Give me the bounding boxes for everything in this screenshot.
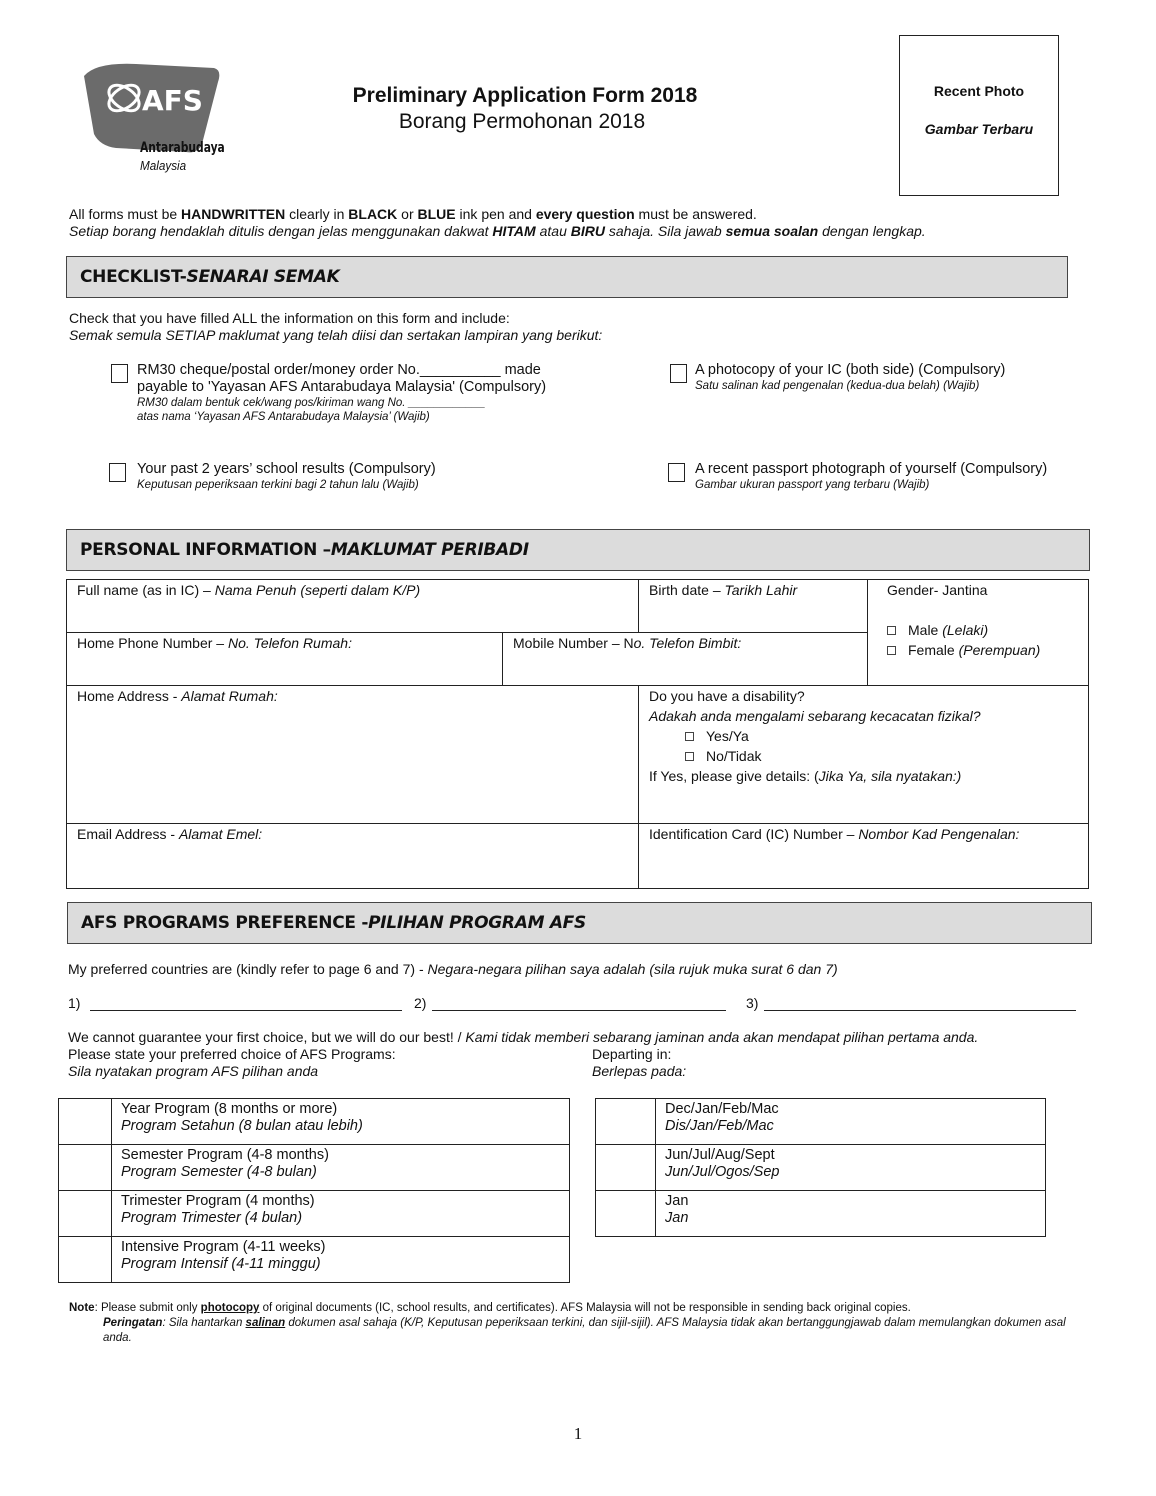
email-field[interactable]: Email Address - Alamat Emel: bbox=[67, 824, 639, 889]
home-address-field[interactable]: Home Address - Alamat Rumah: bbox=[67, 686, 639, 824]
choice-3-input[interactable] bbox=[764, 1010, 1076, 1011]
program-row-intensive[interactable]: Intensive Program (4-11 weeks) Program Intensif (4-11 minggu) bbox=[58, 1236, 570, 1283]
personal-info-table bbox=[66, 579, 1089, 889]
disability-no-checkbox[interactable] bbox=[685, 752, 694, 761]
svg-text:AFS: AFS bbox=[142, 84, 203, 117]
form-title-ms: Borang Permohonan 2018 bbox=[398, 110, 646, 133]
program-row-semester[interactable]: Semester Program (4-8 months) Program Semester (4-8 bulan) bbox=[58, 1144, 570, 1190]
checkbox-passport-photo[interactable] bbox=[668, 463, 685, 482]
programs-heading: AFS PROGRAMS PREFERENCE - PILIHAN PROGRAM AFS bbox=[67, 902, 1092, 944]
checkbox-ic-copy[interactable] bbox=[670, 364, 687, 383]
ic-number-field[interactable]: Identification Card (IC) Number – Nombor Kad Pengenalan: bbox=[649, 826, 1020, 842]
gender-field bbox=[868, 580, 1089, 686]
program-trimester-checkbox[interactable] bbox=[59, 1191, 112, 1236]
depart-row-jan[interactable]: Jan Jan bbox=[595, 1190, 1046, 1237]
instructions-ms: Setiap borang hendaklah ditulis dengan jelas menggunakan dakwat HITAM atau BIRU sahaja. Sila jawab semua soalan dengan lengkap. bbox=[69, 223, 926, 239]
instructions bbox=[69, 206, 926, 240]
depart-jan-checkbox[interactable] bbox=[596, 1191, 656, 1236]
program-year-checkbox[interactable] bbox=[59, 1099, 112, 1144]
choice-2-label: 2) bbox=[414, 995, 427, 1011]
program-intensive-checkbox[interactable] bbox=[59, 1237, 112, 1282]
home-phone-field[interactable]: Home Phone Number – No. Telefon Rumah: bbox=[67, 633, 503, 686]
birth-date-field[interactable]: Birth date – Tarikh Lahir bbox=[639, 580, 868, 633]
personal-info-heading: PERSONAL INFORMATION – MAKLUMAT PERIBADI bbox=[66, 529, 1090, 571]
program-semester-checkbox[interactable] bbox=[59, 1145, 112, 1190]
checkbox-school-results[interactable] bbox=[109, 463, 126, 482]
gender-male-option[interactable]: Male (Lelaki) bbox=[887, 620, 1079, 640]
instructions-en: All forms must be HANDWRITTEN clearly in BLACK or BLUE ink pen and every question must be answered. bbox=[69, 206, 757, 222]
form-title: Preliminary Application Form 2018 bbox=[352, 84, 698, 107]
disability-no-option[interactable]: No/Tidak bbox=[649, 746, 1079, 766]
checklist-intro: Check that you have filled ALL the information on this form and include: Semak semula SETIAP maklumat yang telah diisi dan sertakan lampiran yang berikut: bbox=[69, 310, 603, 343]
depart-dec-checkbox[interactable] bbox=[596, 1099, 656, 1144]
logo-subtitle: Antarabudaya bbox=[140, 140, 225, 156]
footer-note: Note: Please submit only photocopy of original documents (IC, school results, and certificates). AFS Malaysia will not be responsible in sending back original copies. Peringatan: Sila hantarkan salinan dokumen asal sahaja (K/P, Keputusan peperiksaan terkini, dan sijil-sijil). AFS Malaysia tidak akan bertanggungjawab dalam memulangkan dokumen asal anda. bbox=[69, 1302, 1066, 1344]
depart-row-jun[interactable]: Jun/Jul/Aug/Sept Jun/Jul/Ogos/Sep bbox=[595, 1144, 1046, 1190]
departing-label: Departing in: Berlepas pada: bbox=[592, 1046, 687, 1079]
checklist-heading: CHECKLIST- SENARAI SEMAK bbox=[66, 256, 1068, 298]
depart-jun-checkbox[interactable] bbox=[596, 1145, 656, 1190]
mobile-number-field[interactable]: Mobile Number – No. Telefon Bimbit: bbox=[503, 633, 868, 686]
photo-label: Recent Photo bbox=[933, 83, 1025, 99]
male-checkbox[interactable] bbox=[887, 626, 896, 635]
choice-2-input[interactable] bbox=[432, 1010, 726, 1011]
photo-label-ms: Gambar Terbaru bbox=[924, 121, 1034, 137]
depart-row-dec[interactable]: Dec/Jan/Feb/Mac Dis/Jan/Feb/Mac bbox=[595, 1098, 1046, 1144]
photo-box bbox=[899, 35, 1059, 196]
full-name-field[interactable]: Full name (as in IC) – Nama Penuh (seperti dalam K/P) bbox=[67, 580, 639, 633]
preferred-countries-label: My preferred countries are (kindly refer to page 6 and 7) - Negara-negara pilihan saya adalah (sila rujuk muka surat 6 dan 7) bbox=[68, 961, 838, 977]
disability-field: Do you have a disability? Adakah anda mengalami sebarang kecacatan fizikal? Yes/Ya No/Tidak If Yes, please give details: (Jika Ya, sila nyatakan:) bbox=[639, 686, 1089, 824]
checklist-item-payment: RM30 cheque/postal order/money order No.__________ made payable to 'Yayasan AFS Antarabudaya Malaysia' (Compulsory) RM30 dalam bentuk cek/wang pos/kiriman wang No. ____________ atas nama ‘Yayasan AFS Antarabudaya Malaysia’ (Wajib) bbox=[137, 362, 547, 423]
choice-1-input[interactable] bbox=[90, 1010, 402, 1011]
gender-label: Gender- Jantina bbox=[887, 582, 988, 598]
female-checkbox[interactable] bbox=[887, 646, 896, 655]
program-row-trimester[interactable]: Trimester Program (4 months) Program Trimester (4 bulan) bbox=[58, 1190, 570, 1236]
checklist-item-ic-copy: A photocopy of your IC (both side) (Compulsory) Satu salinan kad pengenalan (kedua-dua belah) (Wajib) bbox=[695, 362, 1006, 392]
checklist-item-school-results: Your past 2 years’ school results (Compulsory) Keputusan peperiksaan terkini bagi 2 tahun lalu (Wajib) bbox=[137, 461, 436, 491]
choice-1-label: 1) bbox=[68, 995, 81, 1011]
disability-yes-checkbox[interactable] bbox=[685, 732, 694, 741]
guarantee-note: We cannot guarantee your first choice, but we will do our best! / Kami tidak memberi sebarang jaminan anda akan mendapat pilihan pertama anda. Please state your preferred choice of AFS Programs: Sila nyatakan program AFS pilihan anda bbox=[68, 1029, 979, 1079]
disability-yes-option[interactable]: Yes/Ya bbox=[649, 726, 1079, 746]
gender-female-option[interactable]: Female (Perempuan) bbox=[887, 640, 1079, 660]
program-row-year[interactable]: Year Program (8 months or more) Program Setahun (8 bulan atau lebih) bbox=[58, 1098, 570, 1144]
logo-country: Malaysia bbox=[140, 158, 187, 173]
page-number: 1 bbox=[573, 1424, 583, 1443]
checkbox-payment[interactable] bbox=[111, 364, 128, 383]
choice-3-label: 3) bbox=[746, 995, 759, 1011]
checklist-item-passport-photo: A recent passport photograph of yourself (Compulsory) Gambar ukuran passport yang terbaru (Wajib) bbox=[695, 461, 1048, 491]
